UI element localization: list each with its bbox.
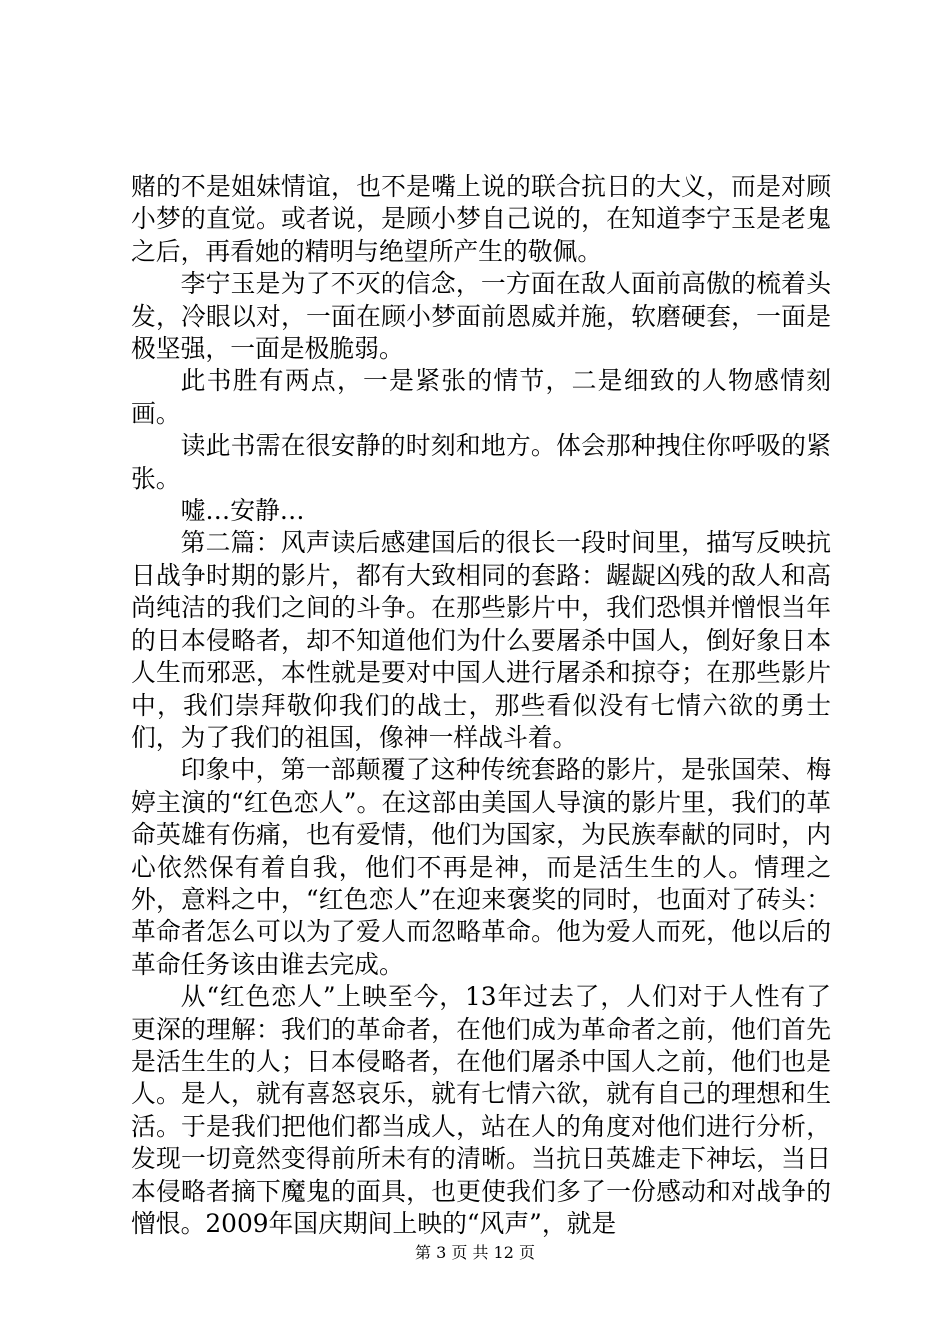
paragraph-1: 赌的不是姐妹情谊，也不是嘴上说的联合抗日的大义，而是对顾小梦的直觉。或者说，是顾小梦自己说的，在知道李宁玉是老鬼之后，再看她的精明与绝望所产生的敬佩。 bbox=[131, 172, 831, 266]
paragraph-2: 李宁玉是为了不灭的信念，一方面在敌人面前高傲的梳着头发，冷眼以对，一面在顾小梦面前恩威并施，软磨硬套，一面是极坚强，一面是极脆弱。 bbox=[131, 269, 831, 364]
document-body bbox=[131, 171, 831, 1240]
page-number: 第 3 页 共 12 页 bbox=[415, 1243, 535, 1262]
paragraph-7: 印象中，第一部颠覆了这种传统套路的影片，是张国荣、梅婷主演的“红色恋人”。在这部由美国人导演的影片里，我们的革命英雄有伤痛，也有爱情，他们为国家，为民族奉献的同时，内心依然保有着自我，他们不再是神，而是活生生的人。情理之外，意料之中，“红色恋人”在迎来褒奖的同时，也面对了砖头：革命者怎么可以为了爱人而忽略革命。他为爱人而死，他以后的革命任务该由谁去完成。 bbox=[131, 755, 831, 979]
paragraph-3: 此书胜有两点，一是紧张的情节，二是细致的人物感情刻画。 bbox=[131, 366, 831, 428]
paragraph-6: 第二篇：风声读后感建国后的很长一段时间里，描写反映抗日战争时期的影片，都有大致相同的套路：龌龊凶残的敌人和高尚纯洁的我们之间的斗争。在那些影片中，我们恐惧并憎恨当年的日本侵略者，却不知道他们为什么要屠杀中国人，倒好象日本人生而邪恶，本性就是要对中国人进行屠杀和掠夺；在那些影片中，我们崇拜敬仰我们的战士，那些看似没有七情六欲的勇士们，为了我们的祖国，像神一样战斗着。 bbox=[131, 528, 831, 752]
paragraph-4: 读此书需在很安静的时刻和地方。体会那种拽住你呼吸的紧张。 bbox=[131, 431, 831, 493]
paragraph-8: 从“红色恋人”上映至今，13年过去了，人们对于人性有了更深的理解：我们的革命者，在他们成为革命者之前，他们首先是活生生的人；日本侵略者，在他们屠杀中国人之前，他们也是人。是人，就有喜怒哀乐，就有七情六欲，就有自己的理想和生活。于是我们把他们都当成人，站在人的角度对他们进行分析，发现一切竟然变得前所未有的清晰。当抗日英雄走下神坛，当日本侵略者摘下魔鬼的面具，也更使我们多了一份感动和对战争的憎恨。2009年国庆期间上映的“风声”，就是 bbox=[131, 982, 831, 1238]
paragraph-5: 嘘…安静… bbox=[180, 496, 305, 526]
